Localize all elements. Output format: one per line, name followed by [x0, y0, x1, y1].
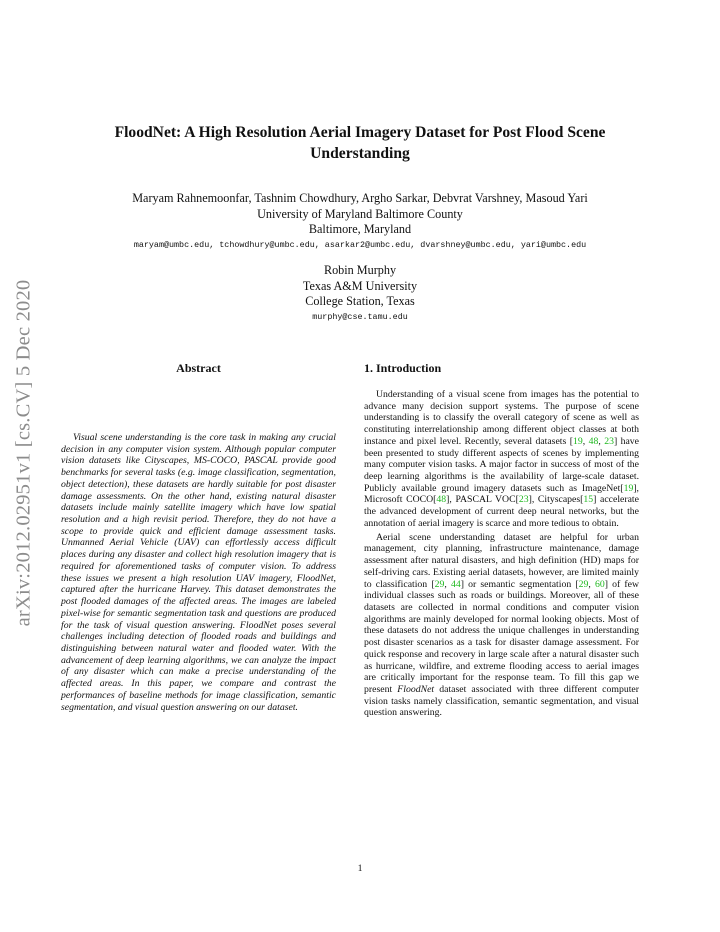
abstract-paragraph: Visual scene understanding is the core task in making any crucial decision in any computer vision system. Although popular computer vision datasets like Cityscapes, MS-COCO, PASCAL provide good benchmarks for several tasks (e.g. image classification, segmentation, object detection), these datasets are hardly suitable for post disaster damage assessments. On the other hand, existing natural disaster datasets include mainly satellite imagery which have low spatial resolution and a high revisit period. Therefore, they do not have a scope to provide quick and efficient damage assessment tasks. Unmanned Aerial Vehicle (UAV) can effortlessly access difficult places during any disaster and collect high resolution imagery that is required for aforementioned tasks of computer vision. To address these issues we present a high resolution UAV imagery, FloodNet, captured after the hurricane Harvey. This dataset demonstrates the post flooded damages of the affected areas. The images are labeled pixel-wise for semantic segmentation task and questions are produced for the task of visual question answering. FloodNet poses several challenges including detection of flooded roads and buildings and distinguishing between natural water and flooded water. With the advancement of deep learning algorithms, we can analyze the impact of any disaster which can make a precise understanding of the affected areas. In this paper, we compare and contrast the performances of baseline methods for image classification, semantic segmentation, and visual question answering on our dataset.	[61, 432, 336, 713]
text-run: ] of few individual classes such as roads or buildings. Moreover, all of these datasets are collected in normal conditions and computer vision algorithms are mainly developed for normal looking objects. Most of these datasets do not address the unique challenges in understanding post disaster scenarios as a task for disaster damage assessment. For quick response and recovery in large scale after a natural disaster such as hurricane, wildfire, and extreme flooding access to aerial images are critically important for the response team. To fill this gap we present	[364, 578, 640, 695]
text-run: ] or semantic segmentation [	[460, 578, 579, 590]
author-block-umbc	[40, 191, 680, 253]
paper-title-line1: FloodNet: A High Resolution Aerial Imagery Dataset for Post Flood Scene	[114, 124, 606, 141]
citation-link[interactable]: 48	[588, 435, 599, 447]
arxiv-sidebar	[6, 248, 42, 658]
introduction-body	[364, 389, 639, 719]
author-block-tamu	[40, 263, 680, 325]
author-location: Baltimore, Maryland	[308, 222, 412, 237]
text-run: ] accelerate the advanced development of current deep neural networks, but the annotation of aerial imagery is scarce and more tedious to obtain.	[364, 494, 639, 529]
text-run: Aerial scene understanding dataset are helpful for urban management, city planning, infrastructure maintenance, damage assessment after natural disasters, and high definition (HD) maps for self-driving cars. Existing aerial datasets, however, are limited mainly to classification [	[364, 531, 639, 590]
text-run: ,	[444, 578, 451, 590]
text-run: Understanding of a visual scene from images has the potential to advance many decision support systems. The purpose of scene understanding is to classify the overall category of scene as well as constituting interrelationship among different object classes at both instance and pixel level. Recently, several datasets [	[364, 389, 639, 447]
citation-link[interactable]: 23	[604, 435, 614, 447]
abstract-heading: Abstract	[176, 361, 221, 375]
page-number: 1	[357, 863, 363, 874]
text-run: ], Microsoft COCO[	[364, 482, 639, 506]
text-run: ,	[598, 435, 605, 447]
text-run: dataset associated with three different computer vision tasks namely classification, semantic segmentation, and visual question answering.	[364, 683, 639, 719]
citation-link[interactable]: 19	[572, 435, 583, 447]
author-name: Robin Murphy	[323, 263, 397, 277]
citation-link[interactable]: 15	[583, 494, 594, 506]
author-emails: maryam@umbc.edu, tchowdhury@umbc.edu, asarkar2@umbc.edu, dvarshney@umbc.edu, yari@umbc.edu	[133, 239, 587, 250]
text-run: ], Cityscapes[	[528, 494, 584, 506]
introduction-heading: 1. Introduction	[364, 361, 442, 375]
citation-link[interactable]: 23	[518, 494, 529, 506]
citation-link[interactable]: 44	[450, 578, 461, 590]
citation-link[interactable]: 19	[623, 482, 634, 494]
author-affiliation: University of Maryland Baltimore County	[257, 206, 463, 221]
arxiv-identifier: arXiv:2012.02951v1 [cs.CV] 5 Dec 2020	[12, 279, 35, 627]
paper-title-line2: Understanding	[310, 145, 410, 162]
author-names: Maryam Rahnemoonfar, Tashnim Chowdhury, Argho Sarkar, Debvrat Varshney, Masoud Yari	[132, 191, 588, 205]
author-affiliation: Texas A&M University	[302, 278, 418, 293]
citation-link[interactable]: 60	[594, 578, 605, 590]
abstract-body	[61, 432, 336, 713]
citation-link[interactable]: 48	[436, 494, 447, 506]
intro-paragraph-1	[364, 389, 639, 530]
text-run: ], PASCAL VOC[	[446, 494, 519, 506]
citation-link[interactable]: 29	[578, 578, 589, 590]
text-run: ,	[588, 578, 595, 590]
citation-link[interactable]: 29	[434, 578, 445, 590]
author-location: College Station, Texas	[305, 294, 415, 309]
dataset-name: FloodNet	[397, 683, 435, 695]
text-run: ,	[582, 435, 589, 447]
intro-paragraph-2	[364, 532, 639, 720]
paper-title	[60, 122, 660, 164]
author-email: murphy@cse.tamu.edu	[312, 311, 408, 322]
text-run: ] have been presented to study different aspects of scenes by implementing many computer vision tasks. A major factor in success of most of the deep learning algorithms is the availability of large-scale dataset. Publicly available ground imagery datasets such as ImageNet[	[364, 435, 640, 494]
